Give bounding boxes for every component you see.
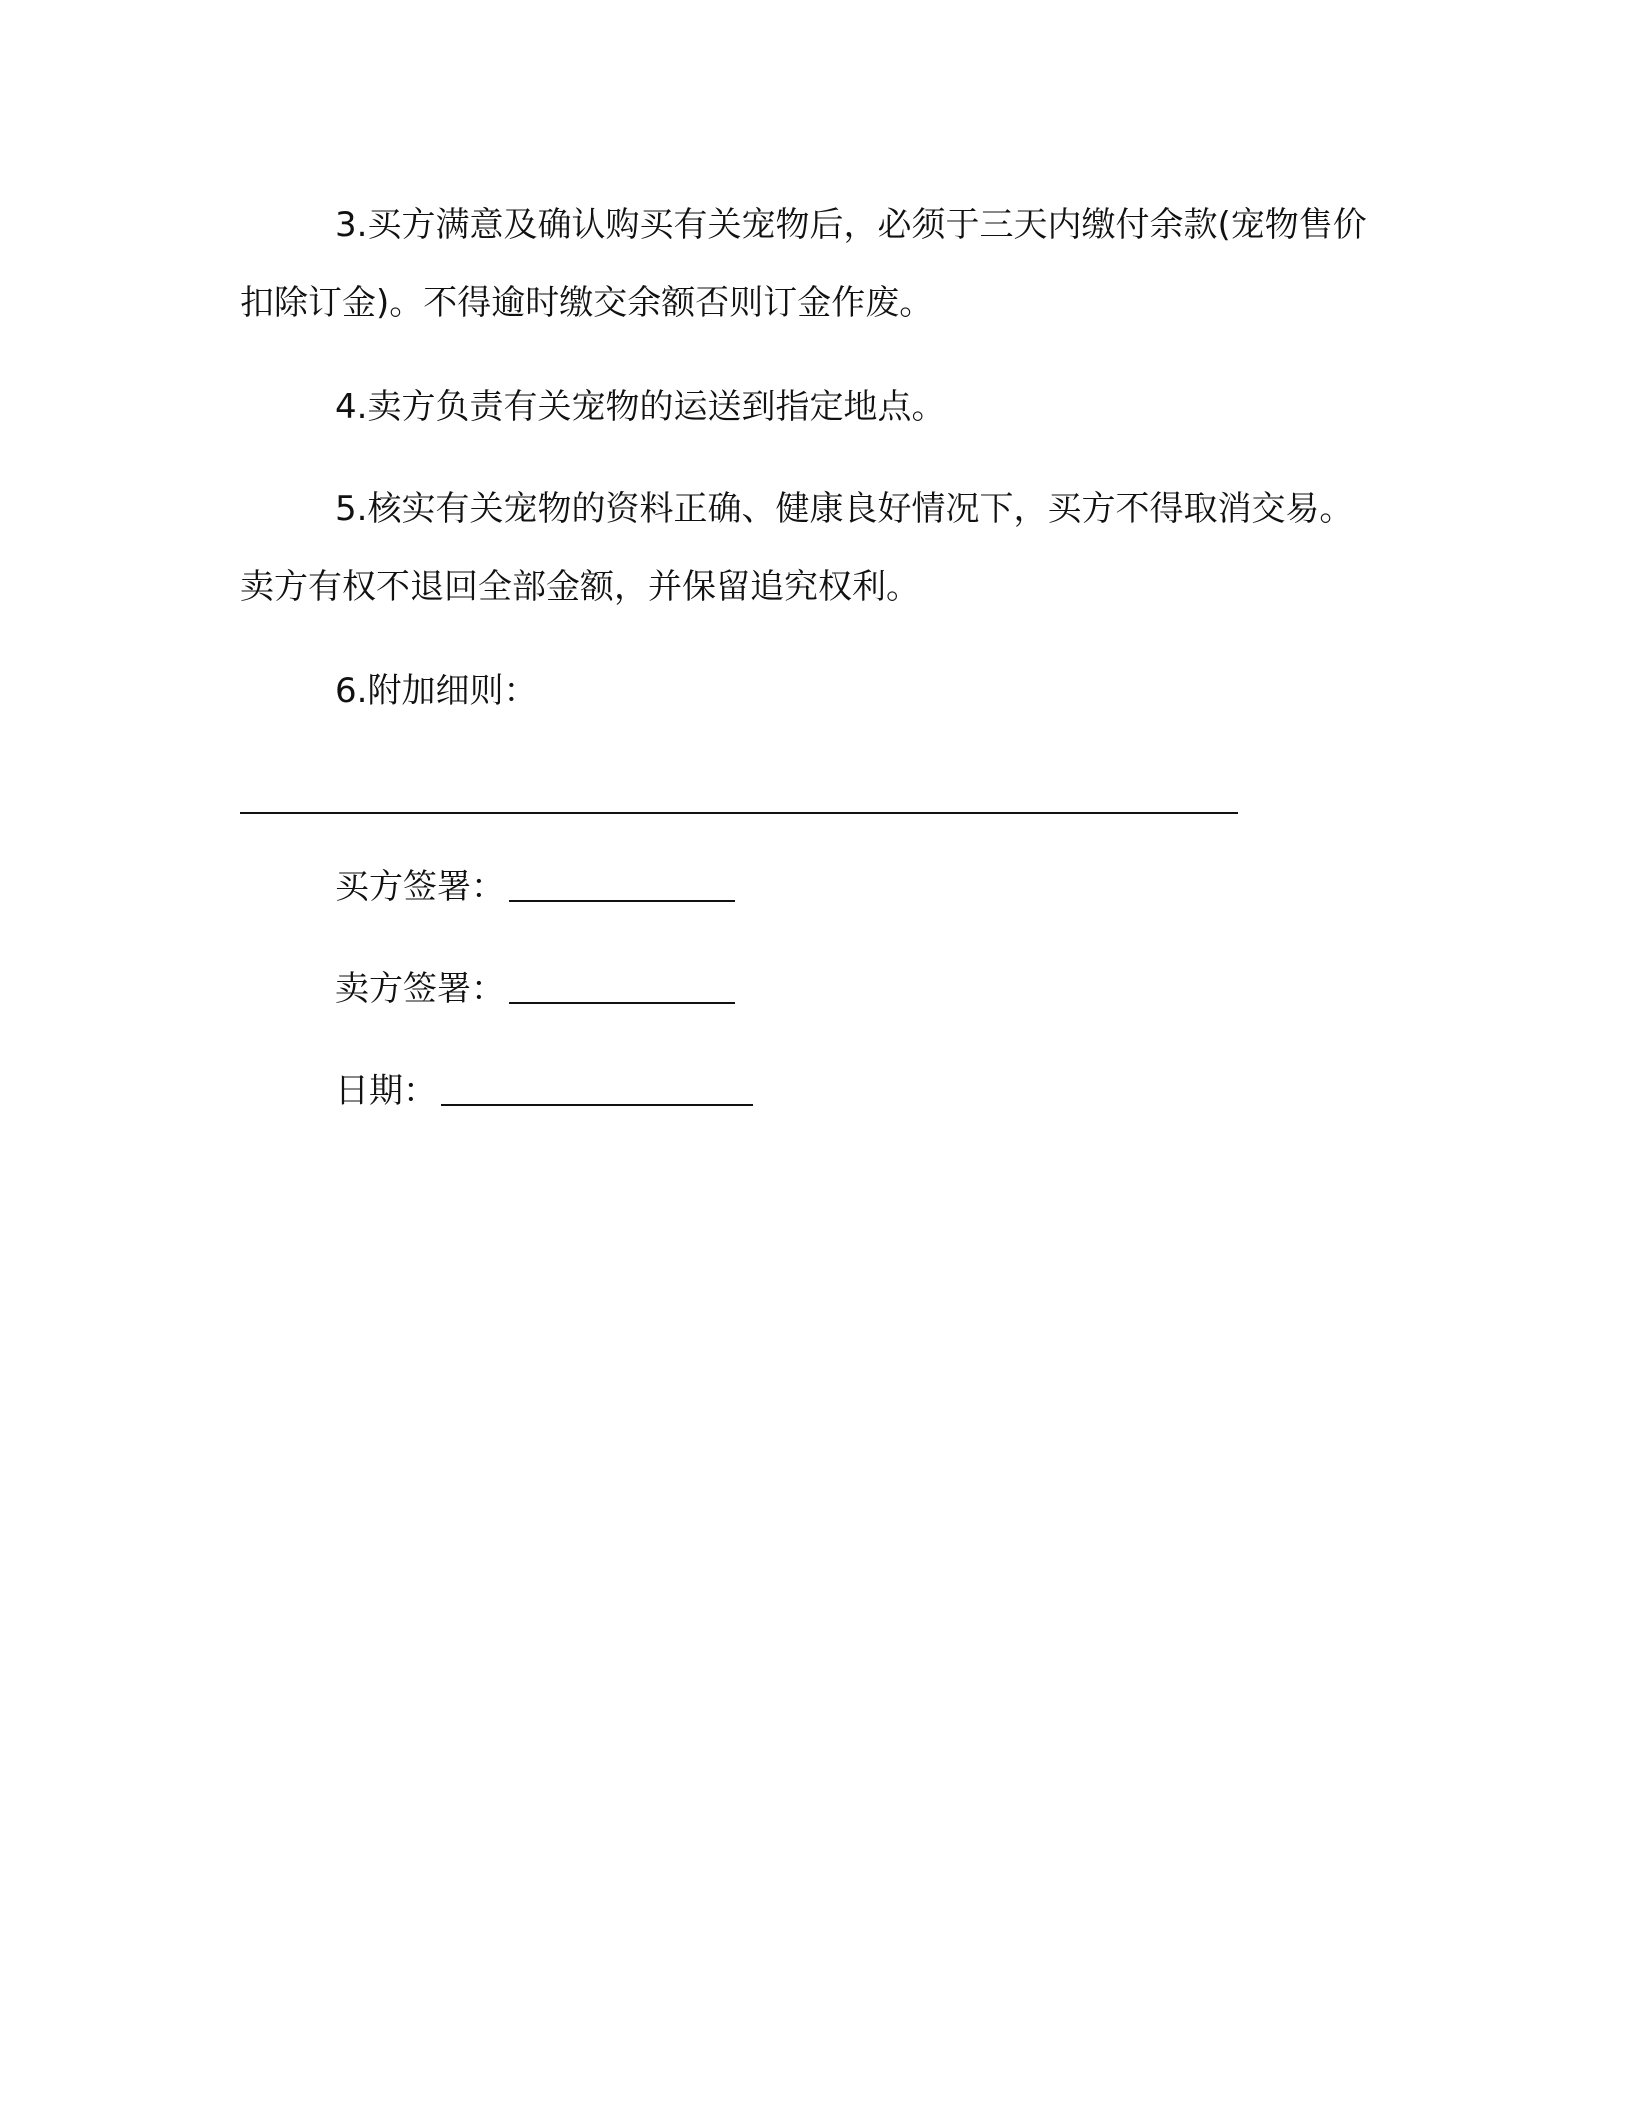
date-blank bbox=[441, 1074, 753, 1106]
seller-signature-label: 卖方签署： bbox=[335, 969, 505, 1009]
clause-3: 3.买方满意及确认购买有关宠物后，必须于三天内缴付余款(宠物售价扣除订金)。不得逾时缴交余额否则订金作废。 bbox=[240, 205, 1367, 323]
seller-signature-row bbox=[335, 950, 1385, 1028]
date-row bbox=[335, 1052, 1385, 1130]
buyer-signature-row bbox=[335, 848, 1385, 926]
clause-4: 4.卖方负责有关宠物的运送到指定地点。 bbox=[335, 387, 946, 427]
document-body bbox=[240, 186, 1385, 1154]
seller-signature-blank bbox=[509, 972, 735, 1004]
blank-underline bbox=[240, 812, 1238, 814]
buyer-signature-blank bbox=[509, 870, 735, 902]
date-label: 日期： bbox=[335, 1071, 437, 1111]
buyer-signature-label: 买方签署： bbox=[335, 867, 505, 907]
clause-5: 5.核实有关宠物的资料正确、健康良好情况下，买方不得取消交易。卖方有权不退回全部金额，并保留追究权利。 bbox=[240, 489, 1354, 607]
clause-6: 6.附加细则： bbox=[335, 671, 538, 711]
additional-terms-blank-line bbox=[240, 754, 1385, 832]
